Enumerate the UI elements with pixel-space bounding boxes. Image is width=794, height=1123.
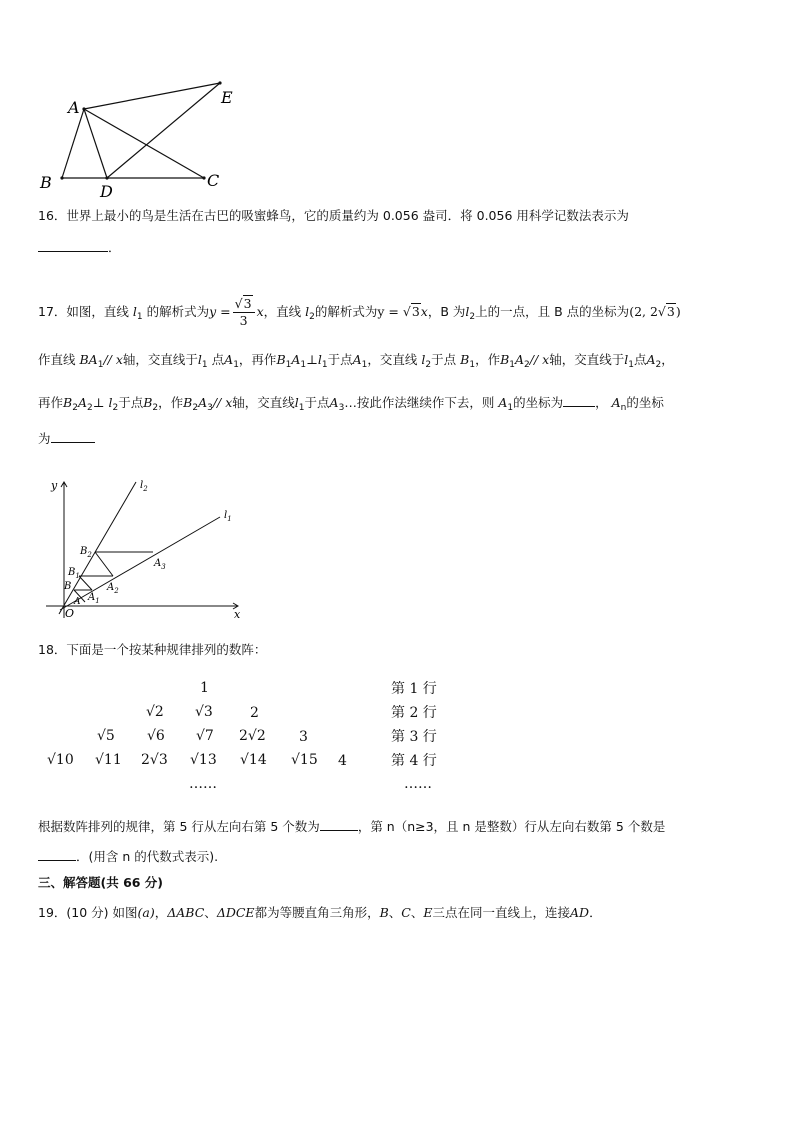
q17-l3-a3: A bbox=[329, 395, 339, 410]
q17-l2-perp: ⊥ bbox=[306, 352, 318, 367]
q17-y2-eq: y = bbox=[377, 304, 399, 319]
array-r3-c2: √6 bbox=[147, 728, 165, 744]
fig2-b2-sub: 2 bbox=[87, 551, 92, 559]
q17-l2-ba1: BA bbox=[79, 352, 98, 367]
q17-x2: x bbox=[420, 304, 428, 319]
q19-number: 19．(10 分) 如图 bbox=[38, 905, 138, 920]
q19-t3: 都为等腰直角三角形， bbox=[254, 905, 380, 920]
q17-l3-b2a2: B bbox=[63, 395, 73, 410]
q16-end: ． bbox=[108, 240, 121, 255]
fig2-b1-label: B bbox=[68, 567, 76, 578]
q17-l3-t1: 再作 bbox=[38, 395, 64, 410]
q17-l2-t9: 轴，交直线于 bbox=[549, 352, 625, 367]
q19-t6: 三点在同一直线上，连接 bbox=[432, 905, 571, 920]
fig2-a1-sub: 1 bbox=[95, 597, 100, 605]
q18-title: 18．下面是一个按某种规律排列的数阵： bbox=[38, 642, 267, 657]
q17-l2-t11: ， bbox=[661, 352, 674, 367]
fig2-a3-sub: 3 bbox=[161, 563, 166, 571]
array-r1-c1: 1 bbox=[200, 680, 209, 696]
q16-text: 世界上最小的鸟是生活在古巴的吸蜜蜂鸟，它的质量约为 0.056 盎司．将 0.056 用科学记数法表示为 bbox=[66, 208, 629, 223]
fig2-b-label: B bbox=[64, 581, 72, 592]
array-r2-c2: √3 bbox=[195, 704, 213, 720]
q19-c: C bbox=[401, 905, 411, 920]
q17-l2: l bbox=[305, 304, 310, 319]
array-r2-c3: 2 bbox=[250, 705, 259, 721]
q17-an-answer-blank[interactable] bbox=[51, 429, 95, 443]
q16-answer-line bbox=[38, 238, 121, 257]
q17-l2-t7: 于点 bbox=[431, 352, 457, 367]
q19-t4: 、 bbox=[388, 905, 402, 920]
q17-l3-l2: l bbox=[108, 395, 113, 410]
question-17-line-4 bbox=[38, 429, 95, 448]
q17-l2-sub: 2 bbox=[309, 312, 315, 322]
q17-l2-b1a1-b-sub: 1 bbox=[300, 360, 307, 370]
array-r4-c4: √13 bbox=[190, 752, 217, 768]
q17-fraction: $\frac{√3}{3}$ bbox=[233, 296, 255, 329]
svg-text:B2 bbox=[79, 546, 92, 559]
q17-l3-t4: 轴，交直线 bbox=[232, 395, 295, 410]
q17-l3-b2: B bbox=[143, 395, 153, 410]
svg-text:A2 bbox=[106, 582, 119, 595]
question-19 bbox=[38, 904, 602, 922]
q17-l2-t10: 点 bbox=[633, 352, 647, 367]
q17-l3-l2-sub: 2 bbox=[112, 403, 119, 413]
q19-b: B bbox=[379, 905, 389, 920]
q17-l2-l2: l bbox=[421, 352, 426, 367]
fig2-l1-sub: 1 bbox=[227, 515, 232, 523]
array-r4-c2: √11 bbox=[95, 752, 122, 768]
section-3-title: 三、解答题(共 66 分) bbox=[38, 875, 164, 890]
q17-l2-a1-sub: 1 bbox=[233, 360, 239, 370]
q17-l3-a1-sub: 1 bbox=[507, 403, 514, 413]
svg-text:l2 bbox=[140, 480, 148, 493]
q17-text-onpoint: 上的一点，且 B 点的坐标为 bbox=[475, 304, 630, 319]
array-dots-right: …… bbox=[404, 776, 432, 792]
fig2-x-label: x bbox=[234, 608, 241, 621]
q17-l1-sub: 1 bbox=[136, 312, 143, 322]
q17-l3-l1: l bbox=[294, 395, 299, 410]
q16-number: 16． bbox=[38, 208, 67, 223]
q17-a1-answer-blank[interactable] bbox=[563, 393, 595, 407]
q17-l2-a1b: A bbox=[352, 352, 362, 367]
question-17-line-1: 17．如图，直线 $l_1$ 的解析式为y = $\frac{√3}{3}$ x，直线 $l_2$的解析式为y = √3x，B 为$l_2$上的一点，且 B 点的坐标为(2, 2√3) bbox=[38, 296, 681, 328]
q17-l3-a3-sub: 3 bbox=[338, 403, 345, 413]
label-B: B bbox=[40, 173, 52, 192]
q16-answer-blank[interactable] bbox=[38, 238, 108, 252]
q19-abc: ΔABC bbox=[167, 905, 205, 920]
fig2-a-label: A bbox=[74, 597, 81, 607]
q18-p1b: ，第 n（n≥3，且 n 是整数）行从左向右数第 5 个数是 bbox=[357, 819, 666, 834]
q17-l3-b2a3-b-sub: 3 bbox=[207, 403, 213, 413]
q17-l2-t3: 点 bbox=[211, 352, 225, 367]
fig2-y-label: y bbox=[51, 479, 58, 492]
q17-l2-l1: l bbox=[197, 352, 202, 367]
q17-frac-num: 3 bbox=[243, 296, 252, 311]
q17-l3-t5: 于点 bbox=[304, 395, 330, 410]
q19-dce: ΔDCE bbox=[216, 905, 255, 920]
q17-text-parse2: 的解析式为 bbox=[314, 304, 378, 319]
svg-text:l1 bbox=[224, 510, 232, 523]
question-17-line-3 bbox=[38, 393, 664, 417]
q17-text-line2: ，直线 bbox=[263, 304, 302, 319]
q17-l3-t2: 于点 bbox=[118, 395, 144, 410]
q17-l3-b2a3-sub: 2 bbox=[192, 403, 199, 413]
fig2-l1-label: l bbox=[224, 510, 228, 521]
q17-l3-b2a3-b: A bbox=[198, 395, 208, 410]
q17-l2-l2-sub: 2 bbox=[425, 360, 432, 370]
array-r4-c6: √15 bbox=[291, 752, 318, 768]
q17-l2-b1a1-sub: 1 bbox=[285, 360, 292, 370]
array-r3-c3: √7 bbox=[196, 728, 214, 744]
q18-p2: ．(用含 n 的代数式表示). bbox=[76, 849, 219, 864]
q17-text-b-on: ，B 为 bbox=[427, 304, 466, 319]
q17-coord: (2, 2 bbox=[629, 304, 658, 319]
fig2-a2-label: A bbox=[107, 582, 115, 593]
array-r2-c1: √2 bbox=[146, 704, 164, 720]
q18-p1a: 根据数阵排列的规律，第 5 行从左向右第 5 个数为 bbox=[38, 819, 320, 834]
label-D: D bbox=[100, 182, 113, 200]
q17-l3-b2a2-b: A bbox=[77, 395, 87, 410]
triangle-figure bbox=[30, 70, 260, 200]
q17-l3-t7: 的坐标为 bbox=[513, 395, 564, 410]
q19-t7: ． bbox=[589, 905, 602, 920]
fig2-origin-label: O bbox=[65, 607, 75, 620]
q17-l1: l bbox=[132, 304, 137, 319]
q17-l3-t9: 的坐标 bbox=[626, 395, 664, 410]
q17-l2-par2: // x bbox=[529, 352, 550, 367]
q17-l2b: l bbox=[465, 304, 470, 319]
q17-l2-l1c: l bbox=[624, 352, 629, 367]
q17-l2-a2-sub: 2 bbox=[655, 360, 662, 370]
q17-l3-b2-sub: 2 bbox=[152, 403, 159, 413]
coordinate-figure bbox=[38, 472, 253, 622]
q17-l2-t1: 作直线 bbox=[38, 352, 76, 367]
q17-l2b-sub: 2 bbox=[469, 312, 476, 322]
q17-l2-l1b: l bbox=[317, 352, 322, 367]
q17-number: 17．如图，直线 bbox=[38, 304, 129, 319]
q17-l2-b1a1: B bbox=[276, 352, 286, 367]
q17-l3-t6: …按此作法继续作下去，则 bbox=[344, 395, 495, 410]
q17-l2-l1b-sub: 1 bbox=[321, 360, 328, 370]
q17-l3-t8: ， bbox=[595, 395, 608, 410]
q17-l2-b1a2-b-sub: 2 bbox=[524, 360, 530, 370]
q17-coord-end: ) bbox=[675, 304, 681, 319]
fig2-a3-label: A bbox=[154, 558, 162, 569]
q17-l3-an-sub: n bbox=[620, 403, 627, 413]
array-r4-c3: 2√3 bbox=[141, 752, 168, 768]
q17-l2-par: // x bbox=[103, 352, 123, 367]
q17-l2-b1-sub: 1 bbox=[469, 360, 476, 370]
q17-l3-a1: A bbox=[498, 395, 508, 410]
q17-l3-t3: ，作 bbox=[158, 395, 184, 410]
q17-l2-l1c-sub: 1 bbox=[628, 360, 634, 370]
q17-text-parse: 的解析式为 bbox=[146, 304, 210, 319]
array-r4-c7: 4 bbox=[338, 753, 347, 769]
q17-y-eq: y = bbox=[209, 304, 231, 319]
q17-l3-b2a2-b-sub: 2 bbox=[86, 403, 93, 413]
q17-l2-b1a2-b: A bbox=[515, 352, 525, 367]
q17-l2-b1a2: B bbox=[500, 352, 510, 367]
array-r1-label: 第 1 行 bbox=[391, 681, 437, 697]
question-16 bbox=[38, 207, 629, 225]
question-17-line-2 bbox=[38, 351, 674, 374]
q19-t5: 、 bbox=[410, 905, 424, 920]
q17-l4-text: 为 bbox=[38, 431, 51, 446]
q17-frac-den: 3 bbox=[239, 313, 248, 328]
q17-l3-b2a3: B bbox=[183, 395, 193, 410]
q17-x: x bbox=[256, 304, 264, 319]
label-E: E bbox=[221, 88, 233, 107]
svg-text:A3 bbox=[153, 558, 166, 571]
q17-l2-a1b-sub: 1 bbox=[361, 360, 368, 370]
array-r4-c1: √10 bbox=[47, 752, 74, 768]
q17-l2-b1a2-sub: 1 bbox=[509, 360, 515, 370]
q18-question-line-1 bbox=[38, 817, 665, 836]
q17-l3-par: // x bbox=[212, 395, 233, 410]
q17-l2-b1: B bbox=[460, 352, 470, 367]
q17-l2-b1a1-b: A bbox=[291, 352, 301, 367]
label-A: A bbox=[68, 98, 80, 117]
q17-l3-perp: ⊥ bbox=[92, 395, 105, 410]
q17-l2-t4: ，再作 bbox=[238, 352, 277, 367]
q17-l3-an: A bbox=[611, 395, 621, 410]
array-r2-label: 第 2 行 bbox=[391, 705, 437, 721]
label-C: C bbox=[207, 171, 220, 190]
array-r3-c5: 3 bbox=[299, 729, 308, 745]
q17-l2-ba1-sub: 1 bbox=[97, 360, 104, 370]
q17-l2-t8: ，作 bbox=[475, 352, 501, 367]
array-r4-label: 第 4 行 bbox=[391, 753, 437, 769]
q17-l2-l1-sub: 1 bbox=[201, 360, 208, 370]
q17-l2-a2: A bbox=[646, 352, 656, 367]
q17-l2-a1: A bbox=[224, 352, 234, 367]
q19-fig: (a) bbox=[137, 905, 155, 920]
q19-t1: ， bbox=[154, 905, 168, 920]
fig2-l2-sub: 2 bbox=[143, 485, 148, 493]
fig2-b1-sub: 1 bbox=[75, 572, 80, 580]
q18-nth-row-blank[interactable] bbox=[38, 847, 76, 861]
fig2-b2-label: B bbox=[80, 546, 88, 557]
q17-l2-t5: 于点 bbox=[327, 352, 353, 367]
svg-text:B1 bbox=[67, 567, 80, 580]
q19-ad: AD bbox=[570, 905, 590, 920]
q17-l2-t2: 轴，交直线于 bbox=[122, 352, 198, 367]
number-array bbox=[0, 676, 794, 796]
svg-text:A1 bbox=[87, 592, 100, 605]
q17-sqrt3: 3 bbox=[411, 304, 420, 319]
fig2-l2-label: l bbox=[140, 480, 144, 491]
q19-t2: 、 bbox=[204, 905, 217, 920]
q17-l3-l1-sub: 1 bbox=[298, 403, 305, 413]
array-r4-c5: √14 bbox=[240, 752, 267, 768]
q19-e: E bbox=[423, 905, 433, 920]
q17-coord-sqrt: 3 bbox=[666, 304, 675, 319]
array-r3-label: 第 3 行 bbox=[391, 729, 437, 745]
array-r3-c1: √5 bbox=[97, 728, 115, 744]
array-dots-left: …… bbox=[189, 776, 217, 792]
q17-l2-t6: ，交直线 bbox=[367, 352, 418, 367]
fig2-a2-sub: 2 bbox=[114, 587, 119, 595]
q17-l3-b2a2-sub: 2 bbox=[72, 403, 78, 413]
fig2-a1-label: A bbox=[88, 592, 96, 603]
array-r3-c4: 2√2 bbox=[239, 728, 266, 744]
q18-fifth-row-blank[interactable] bbox=[320, 817, 358, 831]
q18-question-line-2 bbox=[38, 847, 218, 866]
